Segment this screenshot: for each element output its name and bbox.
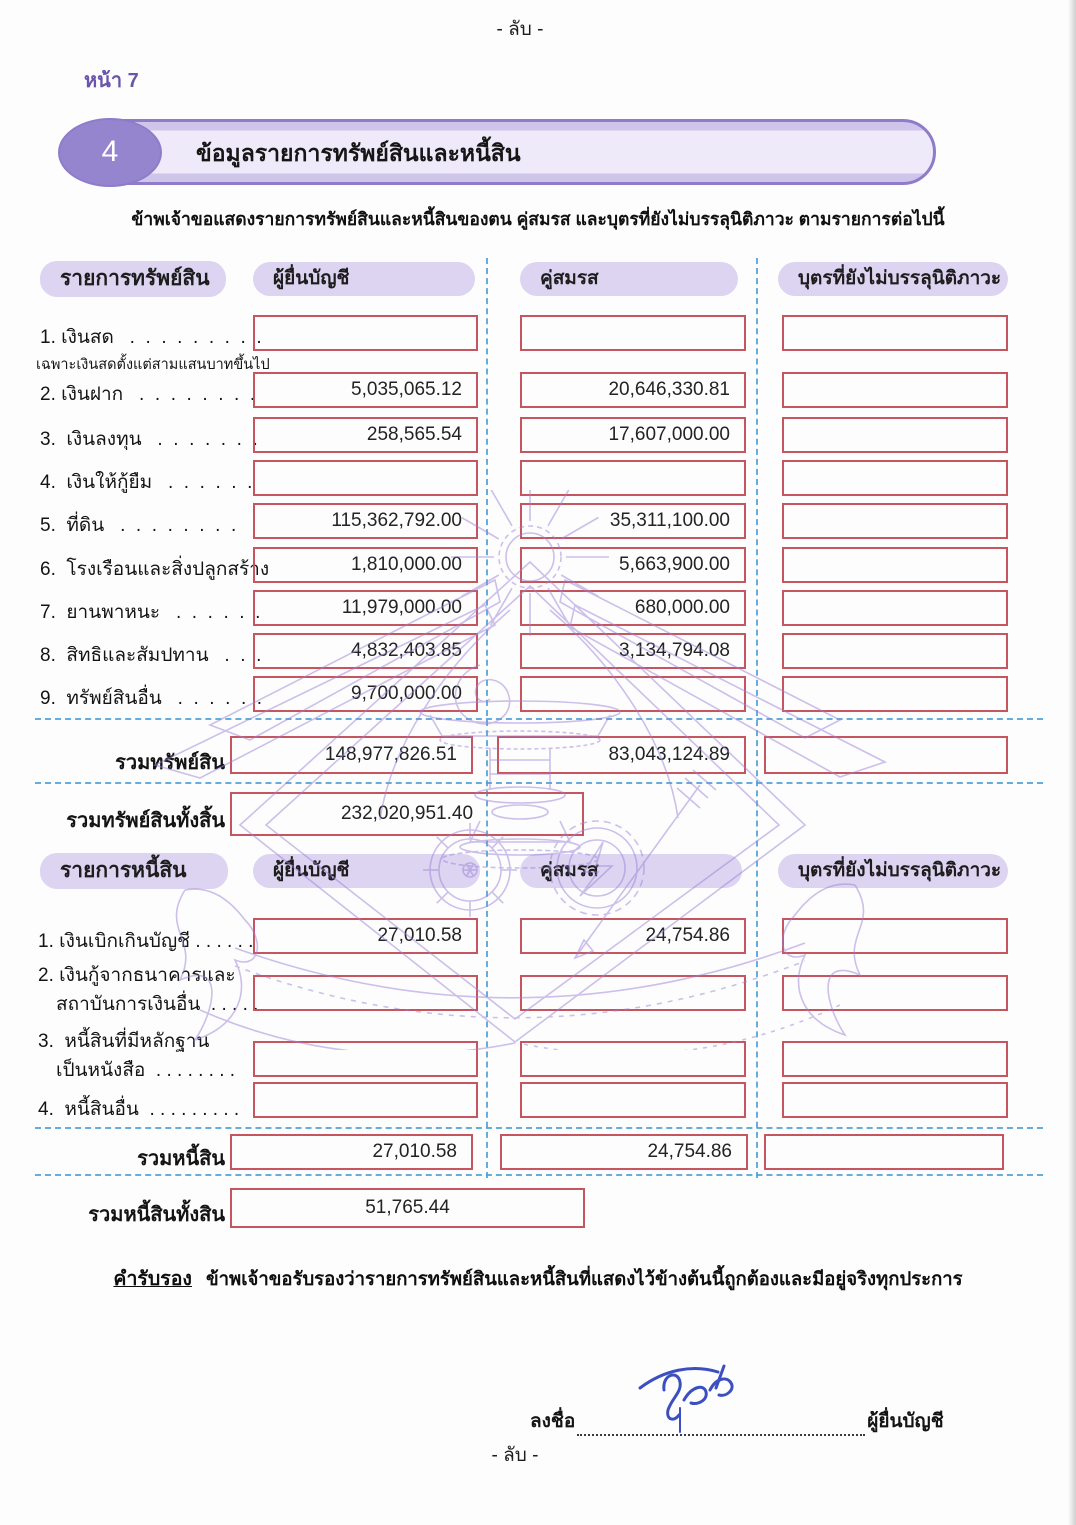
liability-overdraft-declarant-field[interactable]: 27,010.58 [253,918,478,954]
liabilities-total-spouse-field[interactable]: 24,754.86 [500,1134,748,1170]
assets-total-declarant-field[interactable]: 148,977,826.51 [230,736,473,774]
liability-other-declarant-field[interactable] [253,1082,478,1118]
liability-written-spouse-field[interactable] [520,1041,746,1077]
asset-loan-declarant-field[interactable] [253,460,478,496]
liability-bankloan-child-field[interactable] [782,975,1008,1011]
asset-row-label: 9. ทรัพย์สินอื่น . . . . . . [40,688,263,709]
asset-investment-spouse-field[interactable]: 17,607,000.00 [520,417,746,453]
page-number-label: หน้า 7 [84,70,139,92]
assets-col-declarant: ผู้ยื่นบัญชี [253,262,475,296]
liability-other-child-field[interactable] [782,1082,1008,1118]
liability-row-label: 4. หนี้สินอื่น . . . . . . . . . [38,1099,240,1120]
asset-loan-child-field[interactable] [782,460,1008,496]
asset-investment-child-field[interactable] [782,417,1008,453]
section-number: 4 [101,135,119,168]
liabilities-total-child-field[interactable] [764,1134,1004,1170]
asset-row-label: 2. เงินฝาก . . . . . . . . [40,384,256,405]
assets-col-child: บุตรที่ยังไม่บรรลุนิติภาวะ [778,262,1008,296]
assets-grand-total-label: รวมทรัพย์สินทั้งสิ้น [66,810,225,832]
asset-row-label: 3. เงินลงทุน . . . . . . . [40,429,258,450]
liabilities-total-label: รวมหนี้สิน [137,1148,225,1170]
asset-cash-spouse-field[interactable] [520,315,746,351]
liabilities-total-declarant-field[interactable]: 27,010.58 [230,1134,473,1170]
certification-statement [0,1263,1076,1294]
liability-row-label: 1. เงินเบิกเกินบัญชี . . . . . . [38,931,254,952]
assets-table-header: รายการทรัพย์สิน [40,261,226,297]
classification-banner-top: - ลับ - [496,19,544,40]
liabilities-col-child: บุตรที่ยังไม่บรรลุนิติภาวะ [778,854,1008,888]
asset-building-spouse-field[interactable]: 5,663,900.00 [520,547,746,583]
asset-other-child-field[interactable] [782,676,1008,712]
asset-concession-child-field[interactable] [782,633,1008,669]
asset-concession-declarant-field[interactable]: 4,832,403.85 [253,633,478,669]
certification-text: ข้าพเจ้าขอรับรองว่ารายการทรัพย์สินและหนี้สินที่แสดงไว้ข้างต้นนี้ถูกต้องและมีอยู่จริงทุกประการ [205,1268,963,1289]
asset-land-child-field[interactable] [782,503,1008,539]
assets-col-spouse: คู่สมรส [520,262,738,296]
classification-banner-bottom: - ลับ - [491,1445,539,1466]
liability-bankloan-spouse-field[interactable] [520,975,746,1011]
assets-total-label: รวมทรัพย์สิน [115,752,225,774]
liabilities-total-divider-bottom [35,1174,1043,1176]
asset-land-spouse-field[interactable]: 35,311,100.00 [520,503,746,539]
liability-bankloan-declarant-field[interactable] [253,975,478,1011]
liabilities-total-divider-top [35,1127,1043,1129]
liabilities-grand-total-field[interactable]: 51,765.44 [230,1188,585,1228]
asset-cash-child-field[interactable] [782,315,1008,351]
liability-row-label: 2. เงินกู้จากธนาคารและ สถาบันการเงินอื่น . . . . . [38,965,259,1015]
liabilities-col-declarant: ผู้ยื่นบัญชี [253,854,480,888]
asset-cash-declarant-field[interactable] [253,315,478,351]
liability-written-child-field[interactable] [782,1041,1008,1077]
asset-building-declarant-field[interactable]: 1,810,000.00 [253,547,478,583]
signature-image [634,1358,752,1434]
asset-vehicle-child-field[interactable] [782,590,1008,626]
intro-text: ข้าพเจ้าขอแสดงรายการทรัพย์สินและหนี้สินของตน คู่สมรส และบุตรที่ยังไม่บรรลุนิติภาวะ ตามรายการต่อไปนี้ [131,209,945,229]
certification-heading: คำรับรอง [113,1268,192,1290]
asset-deposit-child-field[interactable] [782,372,1008,408]
section-title: ข้อมูลรายการทรัพย์สินและหนี้สิน [196,140,521,166]
liability-row-label: 3. หนี้สินที่มีหลักฐาน เป็นหนังสือ . . . . . . . . [38,1031,236,1081]
liability-other-spouse-field[interactable] [520,1082,746,1118]
asset-deposit-spouse-field[interactable]: 20,646,330.81 [520,372,746,408]
asset-concession-spouse-field[interactable]: 3,134,794.08 [520,633,746,669]
asset-row-label: 1. เงินสด . . . . . . . . . [40,327,262,348]
asset-row-label: 7. ยานพาหนะ . . . . . . [40,602,261,623]
asset-deposit-declarant-field[interactable]: 5,035,065.12 [253,372,478,408]
asset-row-label: 8. สิทธิและสัมปทาน . . . [40,645,262,666]
asset-investment-declarant-field[interactable]: 258,565.54 [253,417,478,453]
section-number-badge [58,118,162,187]
cash-note: เฉพาะเงินสดตั้งแต่สามแสนบาทขึ้นไป [36,357,270,373]
assets-total-spouse-field[interactable]: 83,043,124.89 [497,736,746,774]
asset-building-child-field[interactable] [782,547,1008,583]
liabilities-col-spouse: คู่สมรส [520,854,742,888]
assets-total-divider-bottom [35,782,1043,784]
asset-land-declarant-field[interactable]: 115,362,792.00 [253,503,478,539]
asset-row-label: 4. เงินให้กู้ยืม . . . . . . [40,472,253,493]
liability-overdraft-child-field[interactable] [782,918,1008,954]
assets-grand-total-field[interactable]: 232,020,951.40 [230,792,584,836]
assets-total-divider-top [35,718,1043,720]
asset-row-label: 5. ที่ดิน . . . . . . . . [40,515,237,536]
signature-suffix: ผู้ยื่นบัญชี [867,1411,944,1432]
asset-loan-spouse-field[interactable] [520,460,746,496]
asset-other-declarant-field[interactable]: 9,700,000.00 [253,676,478,712]
liabilities-grand-total-label: รวมหนี้สินทั้งสิน [88,1204,225,1226]
liability-overdraft-spouse-field[interactable]: 24,754.86 [520,918,746,954]
assets-total-child-field[interactable] [764,736,1008,774]
liabilities-table-header: รายการหนี้สิน [40,853,228,889]
asset-row-label: 6. โรงเรือนและสิ่งปลูกสร้าง [40,559,270,580]
asset-vehicle-declarant-field[interactable]: 11,979,000.00 [253,590,478,626]
liability-written-declarant-field[interactable] [253,1041,478,1077]
asset-vehicle-spouse-field[interactable]: 680,000.00 [520,590,746,626]
asset-other-spouse-field[interactable] [520,676,746,712]
signature-prefix: ลงชื่อ [530,1411,576,1432]
